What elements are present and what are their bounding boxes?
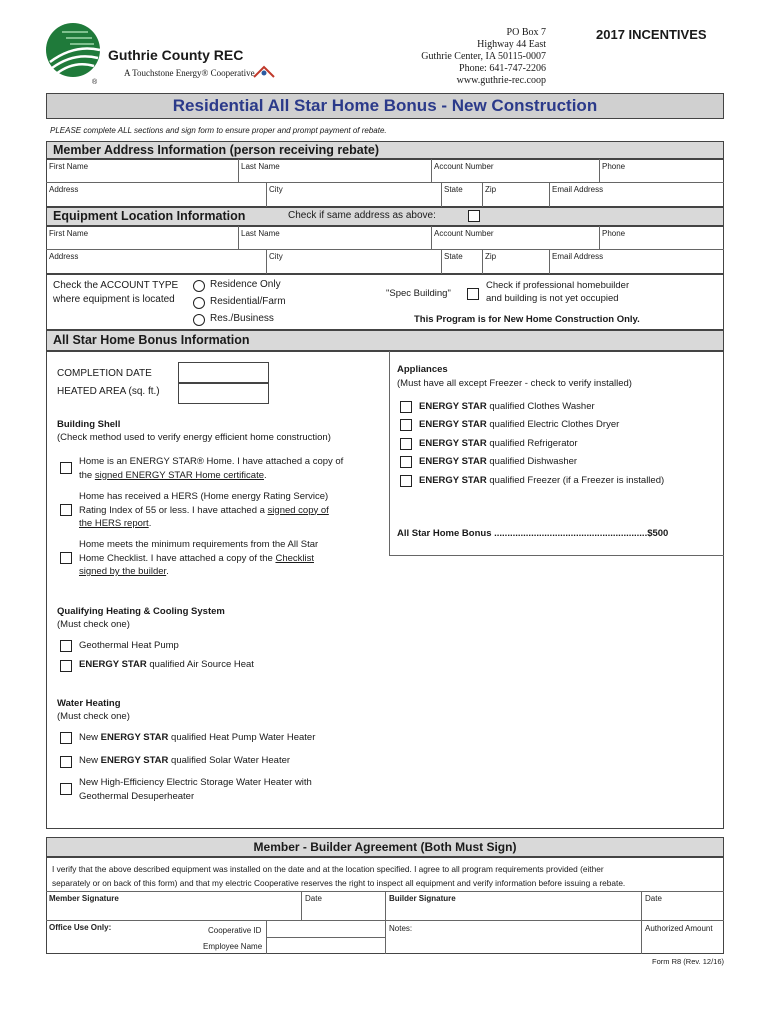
shell-line: Home is an ENERGY STAR® Home. I have attached a copy of: [79, 456, 344, 467]
member-address-field[interactable]: Address: [49, 185, 79, 194]
solar-water-label: [79, 755, 290, 766]
registered-mark: ®: [92, 79, 98, 86]
geothermal-checkbox[interactable]: [60, 640, 72, 652]
builder-check-label: [486, 279, 629, 305]
dishwasher-label: [419, 456, 577, 467]
res-business-radio[interactable]: [193, 314, 205, 326]
shell-text: .: [148, 518, 152, 529]
shell-line: [79, 565, 318, 579]
touchstone-logo: [252, 65, 276, 79]
freezer-checkbox[interactable]: [400, 475, 412, 487]
heating-subtitle: (Must check one): [57, 619, 130, 630]
completion-date-input[interactable]: [178, 362, 269, 383]
water-line: Geothermal Desuperheater: [79, 790, 195, 802]
program-note: This Program is for New Home Construction Only.: [414, 314, 640, 325]
appliances-title: Appliances: [397, 364, 448, 375]
storage-water-checkbox[interactable]: [60, 783, 72, 795]
equip-last-name-field[interactable]: Last Name: [241, 229, 280, 238]
agreement-line: separately or on back of this form) and that my electric Cooperative reserves the right to inspect all equipment and verify information before issuing a rebate.: [52, 878, 626, 888]
spec-building-checkbox[interactable]: [467, 288, 479, 300]
org-name: Guthrie County REC: [108, 47, 244, 63]
water-text: qualified Heat Pump Water Heater: [168, 732, 316, 743]
equip-state-field[interactable]: State: [444, 252, 463, 261]
account-type-line: where equipment is located: [53, 294, 175, 305]
heat-pump-water-checkbox[interactable]: [60, 732, 72, 744]
storage-water-label: [79, 776, 312, 803]
agreement-heading: Member - Builder Agreement (Both Must Sign): [46, 837, 724, 857]
energy-star-text: ENERGY STAR: [79, 659, 147, 670]
dishwasher-checkbox[interactable]: [400, 456, 412, 468]
energy-star-text: ENERGY STAR: [419, 419, 487, 430]
builder-date-field[interactable]: Date: [645, 894, 662, 903]
completion-date-label: COMPLETION DATE: [57, 368, 152, 379]
energy-star-text: ENERGY STAR: [419, 456, 487, 467]
notes-field[interactable]: Notes:: [389, 924, 413, 933]
company-logo: [44, 22, 106, 80]
shell-text: Home Checklist. I have attached a copy of the: [79, 552, 276, 564]
residence-only-label: Residence Only: [210, 279, 281, 290]
form-instruction: PLEASE complete ALL sections and sign form to ensure proper and prompt payment of rebate.: [50, 126, 387, 135]
shell-text: .: [166, 566, 169, 577]
shell-link: the HERS report: [79, 518, 149, 529]
org-tagline: A Touchstone Energy® Cooperative: [124, 68, 255, 78]
water-text: New: [79, 732, 101, 743]
appliance-text: qualified Refrigerator: [486, 438, 578, 449]
shell-line: [79, 504, 329, 518]
air-source-heat-checkbox[interactable]: [60, 660, 72, 672]
builder-check-line: Check if professional homebuilder: [486, 280, 630, 291]
member-state-field[interactable]: State: [444, 185, 463, 194]
company-address: [400, 27, 546, 87]
address-line: www.guthrie-rec.coop: [456, 75, 546, 86]
bonus-info-heading: All Star Home Bonus Information: [46, 330, 724, 351]
appliance-text: qualified Dishwasher: [486, 456, 578, 467]
member-date-field[interactable]: Date: [305, 894, 322, 903]
form-title: Residential All Star Home Bonus - New Construction: [46, 93, 724, 119]
agreement-line: I verify that the above described equipment was installed on the date and at the location specified. I agree to all program requirements provided (either: [52, 864, 604, 874]
heating-title: Qualifying Heating & Cooling System: [57, 606, 225, 617]
member-zip-field[interactable]: Zip: [485, 185, 497, 194]
equip-zip-field[interactable]: Zip: [485, 252, 497, 261]
appliance-text: qualified Freezer (if a Freezer is installed): [486, 475, 665, 486]
equip-phone-field[interactable]: Phone: [602, 229, 626, 238]
cooperative-id-input[interactable]: [267, 921, 384, 936]
energy-star-text: ENERGY STAR: [100, 732, 169, 743]
energy-star-text: ENERGY STAR: [419, 438, 487, 449]
refrigerator-checkbox[interactable]: [400, 438, 412, 450]
checklist-checkbox[interactable]: [60, 552, 72, 564]
shell-link: signed ENERGY STAR Home certificate: [94, 469, 264, 481]
address-line: Guthrie Center, IA 50115-0007: [421, 51, 546, 62]
shell-line: [79, 552, 318, 566]
member-city-field[interactable]: City: [269, 185, 283, 194]
address-line: PO Box 7: [506, 27, 546, 38]
appliances-subtitle: (Must have all except Freezer - check to verify installed): [397, 378, 632, 389]
shell-text: the: [79, 469, 95, 481]
clothes-dryer-checkbox[interactable]: [400, 419, 412, 431]
office-use-label: Office Use Only:: [49, 923, 112, 932]
spec-building-label: "Spec Building": [386, 288, 451, 299]
residential-farm-label: Residential/Farm: [210, 296, 286, 307]
cooperative-id-label: Cooperative ID: [208, 926, 262, 935]
agreement-text: [52, 862, 625, 890]
appliance-text: qualified Clothes Washer: [486, 401, 595, 412]
member-account-number-field[interactable]: Account Number: [434, 162, 494, 171]
clothes-dryer-label: [419, 419, 619, 430]
building-shell-subtitle: (Check method used to verify energy efficient home construction): [57, 432, 331, 443]
member-last-name-field[interactable]: Last Name: [241, 162, 280, 171]
refrigerator-label: [419, 438, 578, 449]
heating-text: qualified Air Source Heat: [146, 659, 254, 670]
clothes-washer-checkbox[interactable]: [400, 401, 412, 413]
form-number: Form R8 (Rev. 12/16): [652, 957, 724, 966]
builder-signature-field[interactable]: Builder Signature: [389, 894, 456, 903]
address-line: Phone: 641-747-2206: [459, 63, 546, 74]
shell-text: .: [264, 469, 267, 481]
water-line: New High-Efficiency Electric Storage Water Heater with: [79, 777, 312, 788]
hers-checkbox[interactable]: [60, 504, 72, 516]
heated-area-input[interactable]: [178, 383, 269, 404]
equipment-location-title: Equipment Location Information: [53, 209, 246, 223]
member-first-name-field[interactable]: First Name: [49, 162, 89, 171]
shell-text: Rating Index of 55 or less. I have attached a: [79, 504, 268, 516]
account-type-label: [53, 279, 178, 307]
shell-link: Checklist: [275, 552, 314, 564]
shell-link: signed by the builder: [79, 566, 167, 577]
member-email-field[interactable]: Email Address: [552, 185, 604, 194]
equip-first-name-field[interactable]: First Name: [49, 229, 89, 238]
solar-water-checkbox[interactable]: [60, 756, 72, 768]
water-text: qualified Solar Water Heater: [168, 755, 291, 766]
energy-star-text: ENERGY STAR: [419, 475, 487, 486]
energy-star-text: ENERGY STAR: [419, 401, 487, 412]
clothes-washer-label: [419, 401, 595, 412]
same-address-label: Check if same address as above:: [288, 210, 436, 221]
employee-name-label: Employee Name: [203, 942, 263, 951]
member-address-heading: Member Address Information (person receiving rebate): [46, 141, 724, 159]
heat-pump-water-label: [79, 732, 315, 743]
address-line: Highway 44 East: [477, 39, 546, 50]
shell-line: [79, 517, 329, 531]
builder-check-line: and building is not yet occupied: [486, 293, 619, 304]
heated-area-label: HEATED AREA (sq. ft.): [57, 386, 160, 397]
equip-account-number-field[interactable]: Account Number: [434, 229, 494, 238]
employee-name-input[interactable]: [267, 938, 384, 953]
shell-line: Home meets the minimum requirements from the All Star: [79, 539, 319, 550]
shell-line: Home has received a HERS (Home energy Rating Service): [79, 491, 329, 502]
authorized-amount-field[interactable]: Authorized Amount: [645, 924, 713, 933]
air-source-heat-label: [79, 659, 254, 670]
water-text: New: [79, 755, 101, 766]
equip-address-field[interactable]: Address: [49, 252, 79, 261]
equip-city-field[interactable]: City: [269, 252, 283, 261]
shell-link: signed copy of: [267, 504, 329, 516]
energy-star-text: ENERGY STAR: [100, 755, 169, 766]
same-address-checkbox[interactable]: [468, 210, 480, 222]
water-heating-subtitle: (Must check one): [57, 711, 130, 722]
energy-star-home-checkbox[interactable]: [60, 462, 72, 474]
equip-email-field[interactable]: Email Address: [552, 252, 604, 261]
member-signature-field[interactable]: Member Signature: [49, 894, 119, 903]
residential-farm-radio[interactable]: [193, 297, 205, 309]
building-shell-title: Building Shell: [57, 419, 121, 430]
energy-star-home-text: [79, 455, 343, 482]
incentives-year-label: 2017 INCENTIVES: [596, 27, 707, 42]
account-type-line: Check the ACCOUNT TYPE: [53, 280, 179, 291]
geothermal-label: Geothermal Heat Pump: [79, 640, 179, 651]
shell-line: [79, 469, 343, 483]
appliance-text: qualified Electric Clothes Dryer: [486, 419, 620, 430]
checklist-text: [79, 538, 318, 579]
all-star-bonus-amount: All Star Home Bonus ..........................................................$500: [397, 528, 669, 539]
hers-text: [79, 490, 329, 531]
res-business-label: Res./Business: [210, 313, 274, 324]
member-phone-field[interactable]: Phone: [602, 162, 626, 171]
freezer-label: [419, 475, 664, 486]
water-heating-title: Water Heating: [57, 698, 121, 709]
residence-only-radio[interactable]: [193, 280, 205, 292]
